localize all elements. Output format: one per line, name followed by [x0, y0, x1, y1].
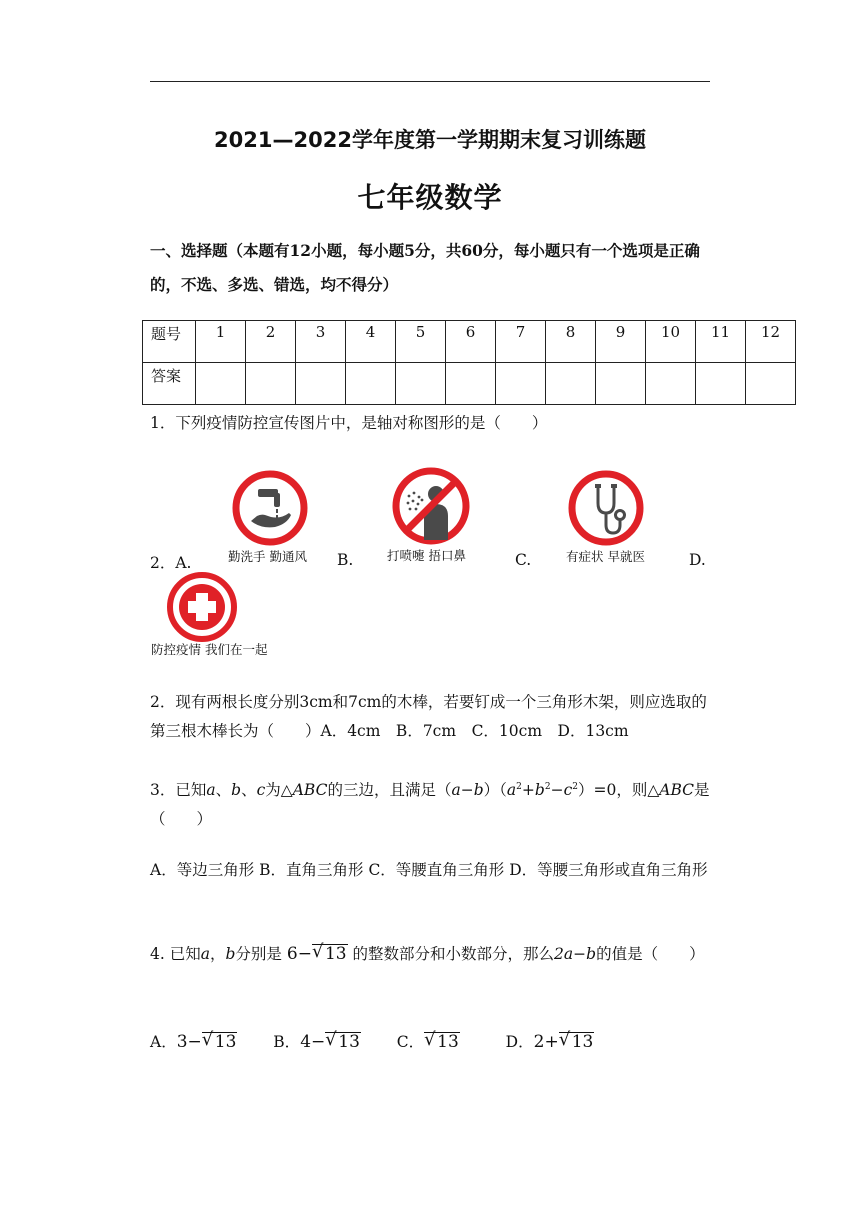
answer-cell[interactable]: [346, 363, 396, 405]
question-number: 8: [546, 321, 596, 363]
question-4-options: [150, 1028, 715, 1057]
option-d: D．2+√ 13: [506, 1033, 595, 1051]
option-letter: 2．A.: [150, 554, 192, 572]
question-number: 12: [746, 321, 796, 363]
section-heading: 一、选择题（本题有12小题，每小题5分，共60分，每小题只有一个选项是正确的，不选、多选、错选，均不得分）: [150, 241, 700, 294]
answer-cell[interactable]: [246, 363, 296, 405]
answer-cell[interactable]: [396, 363, 446, 405]
question-number: 6: [446, 321, 496, 363]
question-number: 7: [496, 321, 546, 363]
row-label: 题号: [143, 321, 196, 363]
exam-title: 2021—2022学年度第一学期期末复习训练题: [214, 128, 646, 152]
header-rule: [150, 81, 710, 82]
question-3-options: A．等边三角形 B．直角三角形 C．等腰直角三角形 D．等腰三角形或直角三角形: [150, 861, 708, 879]
table-row: [143, 363, 796, 405]
question-number: 10: [646, 321, 696, 363]
question-number: 9: [596, 321, 646, 363]
question-number: 5: [396, 321, 446, 363]
answer-cell[interactable]: [596, 363, 646, 405]
answer-cell[interactable]: [496, 363, 546, 405]
answer-cell[interactable]: [546, 363, 596, 405]
answer-cell[interactable]: [296, 363, 346, 405]
radical: √ 13: [312, 944, 348, 964]
table-row: [143, 321, 796, 363]
question-3-stem: 3．已知a、b、c为△ABC的三边，且满足$(a-b)(a^2+b^2-c^2)=0$，则△ABC是（ ）: [150, 781, 710, 829]
question-1-stem: 1．下列疫情防控宣传图片中，是轴对称图形的是（ ）: [150, 414, 548, 432]
option-b: B．4−√ 13: [273, 1033, 361, 1051]
row-label: 答案: [143, 363, 196, 405]
question-number: 2: [246, 321, 296, 363]
option-caption: 防控疫情 我们在一起: [151, 642, 268, 657]
red-cross-icon: [166, 571, 238, 643]
handwash-icon: [231, 469, 309, 547]
no-sneeze-icon: [391, 466, 471, 546]
question-number: 11: [696, 321, 746, 363]
question-number: 1: [196, 321, 246, 363]
stethoscope-icon: [567, 469, 645, 547]
answer-cell[interactable]: [746, 363, 796, 405]
answer-cell[interactable]: [446, 363, 496, 405]
answer-cell[interactable]: [646, 363, 696, 405]
option-c: C．√ 13: [397, 1033, 460, 1051]
option-caption: 有症状 早就医: [566, 549, 645, 564]
exam-subtitle: 七年级数学: [357, 181, 503, 214]
question-2: 2．现有两根长度分别3cm和7cm的木棒，若要钉成一个三角形木架，则应选取的第三根木棒长为（ ）A．4cm B．7cm C．10cm D．13cm: [150, 693, 707, 740]
option-a: A．3−√ 13: [150, 1033, 237, 1051]
option-letter: D.: [689, 551, 706, 569]
option-caption: 勤洗手 勤通风: [228, 549, 307, 564]
question-number: 3: [296, 321, 346, 363]
answer-cell[interactable]: [696, 363, 746, 405]
option-letter: B.: [337, 551, 354, 569]
option-caption: 打喷嚏 捂口鼻: [387, 548, 466, 563]
answer-cell[interactable]: [196, 363, 246, 405]
question-4-stem: 4. 已知a，b分别是 6−√ 13 的整数部分和小数部分，那么2a−b的值是（ ）: [150, 940, 715, 969]
question-number: 4: [346, 321, 396, 363]
answer-table: [142, 320, 796, 405]
option-letter: C.: [515, 551, 532, 569]
